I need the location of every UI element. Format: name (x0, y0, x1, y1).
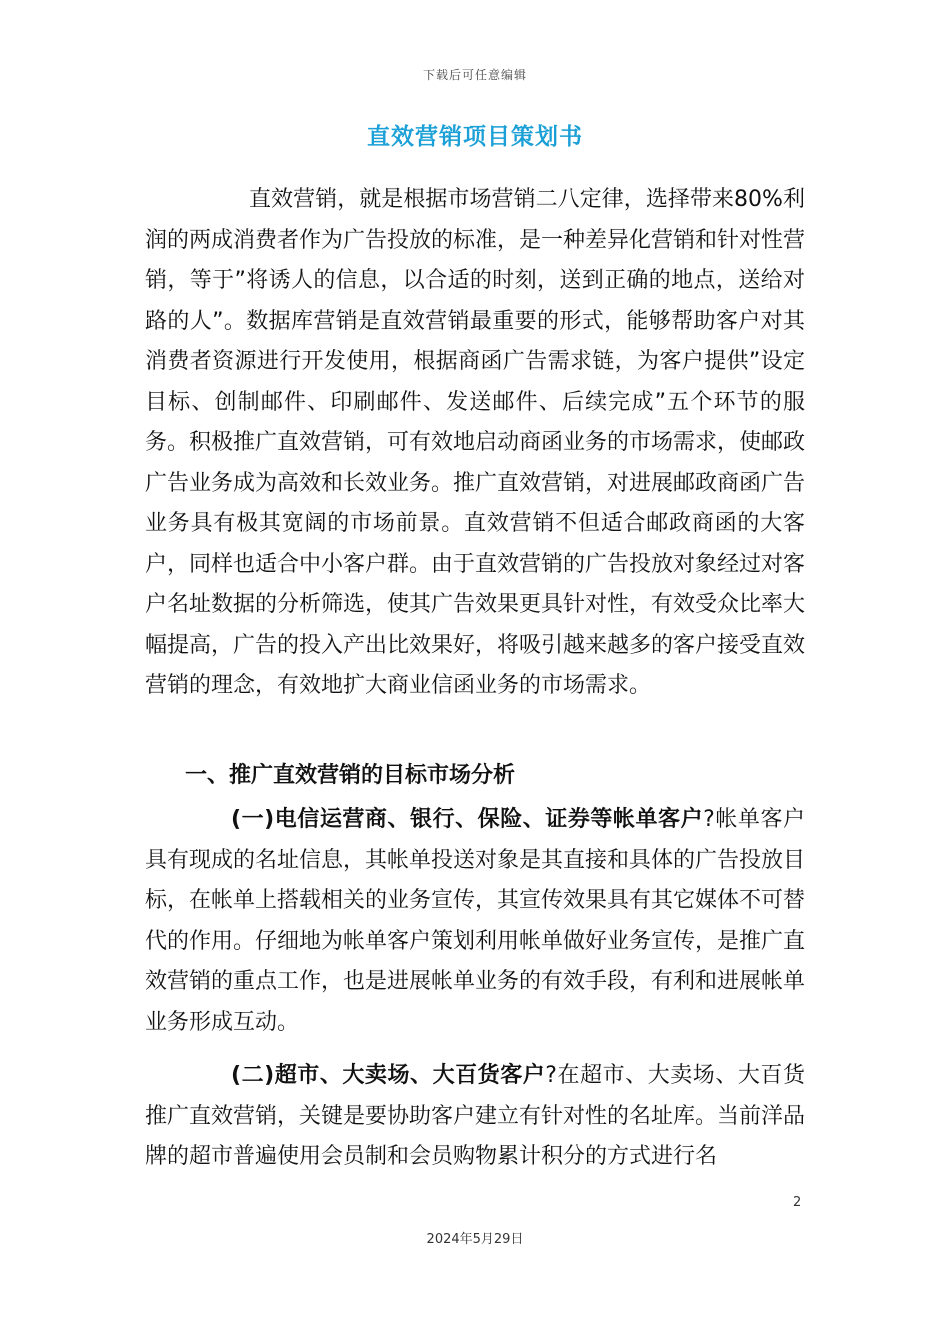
intro-paragraph: 直效营销，就是根据市场营销二八定律，选择带来80%利润的两成消费者作为广告投放的标准，是一种差异化营销和针对性营销，等于”将诱人的信息，以合适的时刻，送到正确的地点，送给对路的人”。数据库营销是直效营销最重要的形式，能够帮助客户对其消费者资源进行开发使用，根据商函广告需求链，为客户提供”设定目标、创制邮件、印刷邮件、发送邮件、后续完成”五个环节的服务。积极推广直效营销，可有效地启动商函业务的市场需求，使邮政广告业务成为高效和长效业务。推广直效营销，对进展邮政商函广告业务具有极其宽阔的市场前景。直效营销不但适合邮政商函的大客户，同样也适合中小客户群。由于直效营销的广告投放对象经过对客户名址数据的分析筛选，使其广告效果更具针对性，有效受众比率大幅提高，广告的投入产出比效果好，将吸引越来越多的客户接受直效营销的理念，有效地扩大商业信函业务的市场需求。 (145, 187, 806, 698)
page-number: 2 (793, 1195, 802, 1210)
page-header-note: 下载后可任意编辑 (422, 68, 527, 82)
subsection-paragraph-1 (145, 800, 805, 1043)
subsection-text-2: ?在超市、大卖场、大百货推广直效营销，关键是要协助客户建立有针对性的名址库。当前洋品牌的超市普遍使用会员制和会员购物累计积分的方式进行名 (145, 1063, 806, 1169)
page-date: 2024年5月29日 (426, 1232, 524, 1247)
section-heading-1: 一、推广直效营销的目标市场分析 (185, 763, 516, 788)
subsection-heading-1: (一)电信运营商、银行、保险、证券等帐单客户 (231, 807, 704, 832)
subsection-text-1: ?帐单客户具有现成的名址信息，其帐单投送对象是其直接和具体的广告投放目标，在帐单上搭载相关的业务宣传，其宣传效果具有其它媒体不可替代的作用。仔细地为帐单客户策划利用帐单做好业务宣传，是推广直效营销的重点工作，也是进展帐单业务的有效手段，有利和进展帐单业务形成互动。 (145, 807, 806, 1035)
subsection-paragraph-2 (145, 1056, 805, 1178)
document-title: 直效营销项目策划书 (367, 124, 583, 150)
subsection-heading-2: (二)超市、大卖场、大百货客户 (231, 1063, 546, 1088)
